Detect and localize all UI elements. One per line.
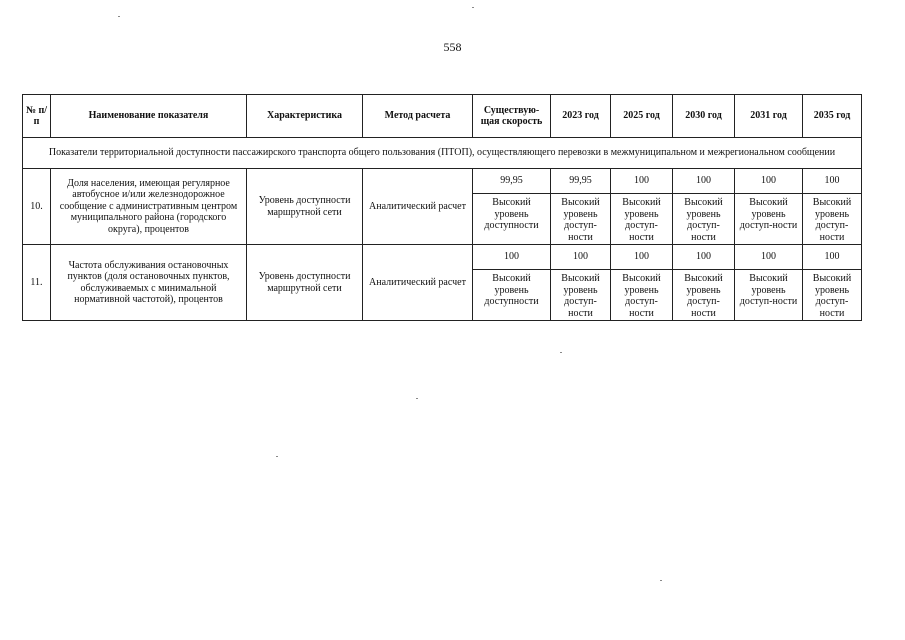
- indicator-name: Частота обслуживания остановочных пунктов (доля остановочных пунктов, обслуживаемых с минимальной нормативной частотой), процентов: [51, 245, 247, 321]
- level-2031: Высокий уровень доступ-ности: [735, 194, 803, 245]
- header-method: Метод расчета: [363, 95, 473, 138]
- header-existing: Существую-щая скорость: [473, 95, 551, 138]
- indicator-characteristic: Уровень доступности маршрутной сети: [247, 169, 363, 245]
- level-2023: Высокий уровень доступ-ности: [551, 194, 611, 245]
- table-row: [23, 245, 862, 270]
- header-2035: 2035 год: [803, 95, 862, 138]
- indicator-method: Аналитический расчет: [363, 245, 473, 321]
- indicators-table: [22, 94, 862, 321]
- value-2023: 100: [551, 245, 611, 270]
- row-number: 10.: [23, 169, 51, 245]
- header-characteristic: Характеристика: [247, 95, 363, 138]
- level-2031: Высокий уровень доступ-ности: [735, 270, 803, 321]
- header-2030: 2030 год: [673, 95, 735, 138]
- value-2035: 100: [803, 169, 862, 194]
- value-2031: 100: [735, 169, 803, 194]
- row-number: 11.: [23, 245, 51, 321]
- level-existing: Высокий уровень доступности: [473, 270, 551, 321]
- value-existing: 99,95: [473, 169, 551, 194]
- page-number: 558: [443, 40, 462, 54]
- indicator-method: Аналитический расчет: [363, 169, 473, 245]
- header-2025: 2025 год: [611, 95, 673, 138]
- header-2031: 2031 год: [735, 95, 803, 138]
- scan-speck: [472, 7, 474, 8]
- level-2025: Высокий уровень доступ-ности: [611, 194, 673, 245]
- value-2031: 100: [735, 245, 803, 270]
- header-row: [23, 95, 862, 138]
- value-2025: 100: [611, 245, 673, 270]
- scan-speck: [276, 456, 278, 457]
- value-2030: 100: [673, 245, 735, 270]
- level-2030: Высокий уровень доступ-ности: [673, 270, 735, 321]
- scan-speck: [416, 398, 418, 399]
- scan-speck: [660, 580, 662, 581]
- value-2023: 99,95: [551, 169, 611, 194]
- level-2023: Высокий уровень доступ-ности: [551, 270, 611, 321]
- indicator-characteristic: Уровень доступности маршрутной сети: [247, 245, 363, 321]
- value-2025: 100: [611, 169, 673, 194]
- level-2025: Высокий уровень доступ-ности: [611, 270, 673, 321]
- section-row: [23, 138, 862, 169]
- indicator-name: Доля населения, имеющая регулярное автобусное и/или железнодорожное сообщение с административным центром муниципального района (городского округа), процентов: [51, 169, 247, 245]
- level-2035: Высокий уровень доступ-ности: [803, 270, 862, 321]
- level-2035: Высокий уровень доступ-ности: [803, 194, 862, 245]
- header-num: № п/п: [23, 95, 51, 138]
- level-existing: Высокий уровень доступности: [473, 194, 551, 245]
- table-row: [23, 169, 862, 194]
- level-2030: Высокий уровень доступ-ности: [673, 194, 735, 245]
- header-name: Наименование показателя: [51, 95, 247, 138]
- header-2023: 2023 год: [551, 95, 611, 138]
- value-existing: 100: [473, 245, 551, 270]
- scan-speck: [560, 352, 562, 353]
- value-2030: 100: [673, 169, 735, 194]
- scan-speck: [118, 16, 120, 17]
- value-2035: 100: [803, 245, 862, 270]
- section-title: Показатели территориальной доступности пассажирского транспорта общего пользования (ПТОП), осуществляющего перевозки в межмуниципальном и межрегиональном сообщении: [23, 138, 862, 169]
